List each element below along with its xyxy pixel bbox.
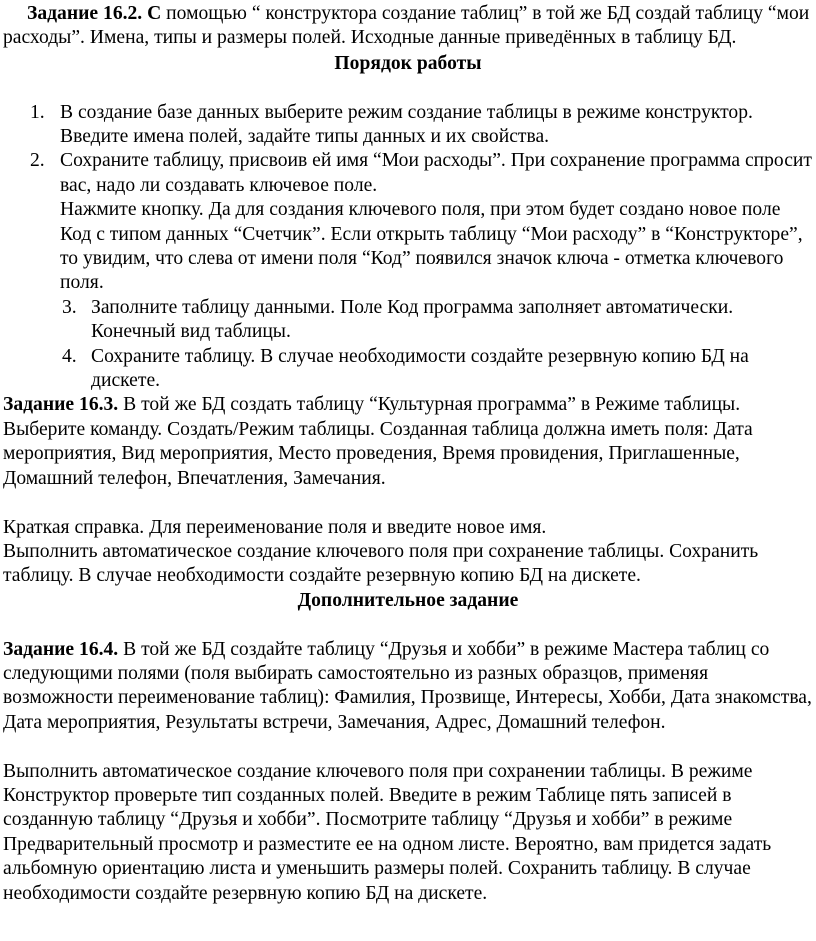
task-16-2-bold-c: С (142, 3, 162, 24)
task-16-2-label: Задание 16.2. (27, 3, 143, 24)
final-paragraph: Выполнить автоматическое создание ключевого поля при сохранении таблицы. В режиме Конструктор проверьте тип созданных полей. Введите в режим Таблице пять записей в созданную таблицу “Друзья и хобби”. Посмотрите таблицу “Друзья и хобби” в режиме Предварительный просмотр и разместите ее на одном листе. Вероятно, вам придется задать альбомную ориентацию листа и уменьшить размеры полей. Сохранить таблицу. В случае необходимости создайте резервную копию БД на дискете. (3, 760, 772, 904)
step-number: 3. (62, 296, 77, 318)
blank-line (3, 491, 813, 515)
task-16-2-text: помощью “ конструктора создание таблиц” в той же БД создай таблицу “мои расходы”. Имена, типы и размеры полей. Исходные данные приведённых в таблицу БД. (3, 3, 810, 49)
step-text: В создание базе данных выберите режим создание таблицы в режиме конструктор. Введите имена полей, задайте типы данных и их свойства. (60, 101, 753, 148)
step-2-continuation: Нажмите кнопку. Да для создания ключевого поля, при этом будет создано новое поле Код с типом данных “Счетчик”. Если открыть таблицу “Мои расходу” в “Конструкторе”, то увидим, что слева от имени поля “Код” появился значок ключа - отметка ключевого поля. (60, 199, 803, 294)
task-16-3-paragraph (3, 393, 813, 491)
list-item (3, 149, 813, 198)
task-16-4-text: В той же БД создайте таблицу “Друзья и хобби” в режиме Мастера таблиц со следующими полями (поля выбирать самостоятельно из разных образцов, применяя возможности переименование таблиц): Фамилия, Прозвище, Интересы, Хобби, Дата знакомства, Дата мероприятия, Результаты встречи, Замечания, Адрес, Домашний телефон. (3, 638, 812, 733)
blank-line (3, 613, 813, 637)
substeps-list (3, 296, 813, 394)
list-item (3, 296, 813, 345)
step-number: 4. (62, 345, 77, 367)
steps-list (3, 101, 813, 199)
list-item (3, 345, 813, 394)
task-16-3-text: В той же БД создать таблицу “Культурная программа” в Режиме таблицы. Выберите команду. Создать/Режим таблицы. Созданная таблица должна иметь поля: Дата мероприятия, Вид мероприятия, Место проведения, Время провидения, Приглашенные, Домашний телефон, Впечатления, Замечания. (3, 394, 753, 489)
additional-heading: Дополнительное задание (297, 589, 519, 611)
step-number: 1. (30, 101, 45, 123)
step-text: Сохраните таблицу, присвоив ей имя “Мои расходы”. При сохранение программа спросит вас, надо ли создавать ключевое поле. (60, 150, 812, 196)
task-16-4-label: Задание 16.4. (3, 638, 119, 660)
blank-line (3, 735, 813, 759)
brief-note-line-2: Выполнить автоматическое создание ключевого поля при сохранение таблицы. Сохранить таблицу. В случае необходимости создайте резервную копию БД на дискете. (3, 540, 759, 587)
task-16-2-paragraph (3, 2, 813, 51)
brief-note-line-1: Краткая справка. Для переименование поля и введите новое имя. (3, 516, 547, 538)
blank-line (3, 76, 813, 100)
step-text: Заполните таблицу данными. Поле Код программа заполняет автоматически. Конечный вид таблицы. (91, 296, 734, 343)
procedure-heading: Порядок работы (334, 52, 482, 74)
list-item (3, 101, 813, 150)
step-number: 2. (30, 150, 45, 172)
task-16-4-paragraph (3, 638, 813, 736)
task-16-3-label: Задание 16.3. (3, 394, 119, 416)
step-text: Сохраните таблицу. В случае необходимости создайте резервную копию БД на дискете. (91, 345, 749, 392)
